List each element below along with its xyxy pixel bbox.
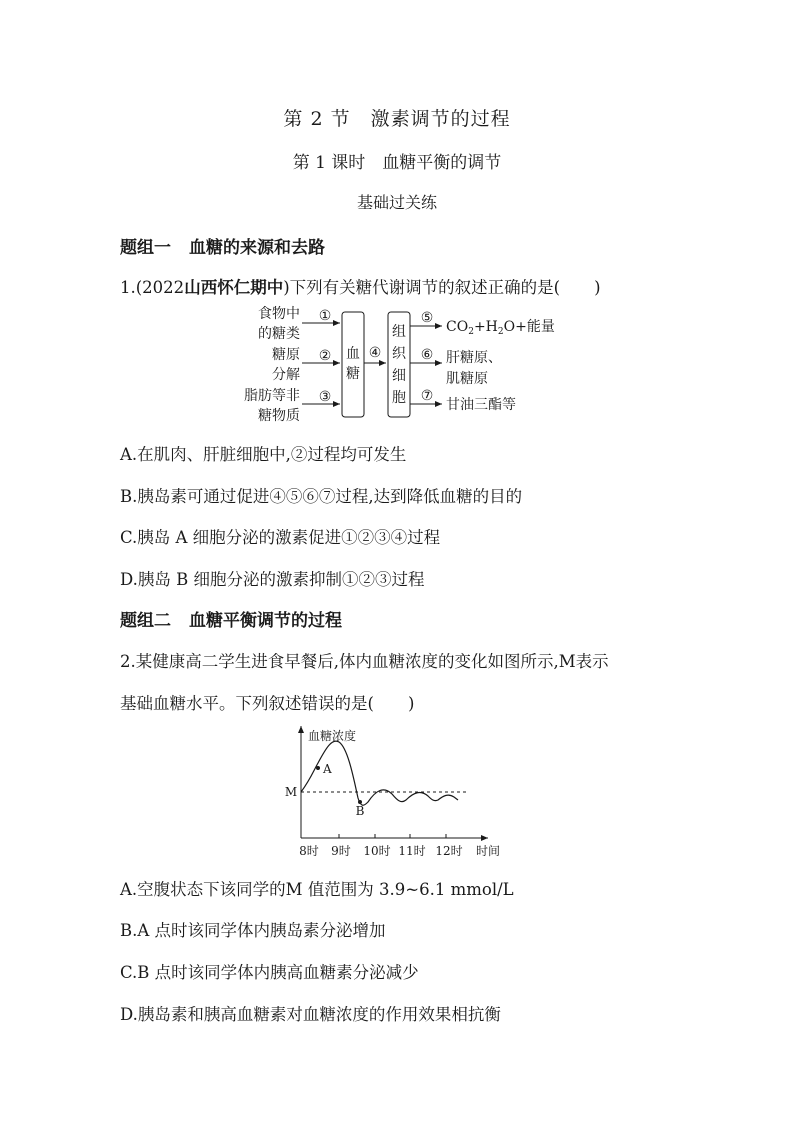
group1-title: 题组一 [120, 238, 171, 258]
q1-option-a: A.在肌肉、肝脏细胞中,②过程均可发生 [120, 445, 407, 464]
output-5: $CO_2+H_2O+$能量 [446, 319, 555, 337]
q2-option-d: D.胰岛素和胰高血糖素对血糖浓度的作用效果相抗衡 [120, 1005, 501, 1024]
q2-stem-end: ) [407, 694, 415, 713]
tick-label-9: 9时 [331, 844, 351, 858]
q1-source-open: (2022 [135, 278, 185, 297]
q1-source-close: ) [283, 278, 290, 297]
q2-option-c: C.B 点时该同学体内胰高血糖素分泌减少 [120, 963, 419, 982]
tissue-box-char-1: 组 [392, 324, 406, 340]
blood-sugar-box [342, 312, 364, 417]
q1-diagram [240, 300, 570, 430]
group1-heading [120, 233, 325, 258]
arrow-num-2: ② [318, 348, 332, 364]
glucose-chart [280, 720, 510, 865]
x-axis-label: 时间 [475, 844, 501, 858]
blood-box-char-2: 糖 [346, 366, 360, 382]
group1-topic: 血糖的来源和去路 [189, 238, 325, 258]
output-6b: 肌糖原 [446, 371, 488, 387]
group2-title: 题组二 [120, 611, 171, 631]
left-label-glycogen: 糖原 [272, 347, 300, 363]
arrow-num-5: ⑤ [420, 310, 434, 326]
tissue-box-char-4: 胞 [392, 390, 406, 406]
tick-label-8: 8时 [299, 844, 319, 858]
group2-topic: 血糖平衡调节的过程 [189, 611, 342, 631]
point-a [316, 766, 320, 770]
q1-option-b: B.胰岛素可通过促进④⑤⑥⑦过程,达到降低血糖的目的 [120, 487, 523, 506]
lesson-title: 第 1 课时 血糖平衡的调节 [292, 153, 502, 173]
tick-label-10: 10时 [363, 844, 391, 858]
arrow-num-6: ⑥ [420, 347, 434, 363]
q1-source-name: 山西怀仁期中 [184, 278, 284, 297]
blood-box-char-1: 血 [346, 346, 360, 362]
group2-heading [120, 606, 342, 631]
left-label-food: 食物中 [258, 306, 300, 322]
left-label-fat: 脂肪等非 [244, 388, 300, 404]
tissue-box-char-3: 细 [392, 368, 406, 384]
q2-stem-text: 基础血糖水平。下列叙述错误的是( [120, 694, 374, 713]
arrow-num-3: ③ [318, 389, 332, 405]
q1-stem-text: 下列有关糖代谢调节的叙述正确的是( [289, 278, 561, 297]
y-axis-label: 血糖浓度 [308, 729, 357, 743]
tick-label-11: 11时 [398, 844, 426, 858]
arrow-num-4: ④ [368, 345, 382, 361]
q2-stem-line1: 2.某健康高二学生进食早餐后,体内血糖浓度的变化如图所示,M表示 [120, 652, 609, 671]
tick-label-12: 12时 [435, 844, 463, 858]
q1-number: 1. [120, 278, 136, 297]
baseline-label: M [284, 785, 298, 799]
left-label-sugar: 的糖类 [258, 326, 300, 342]
arrow-num-7: ⑦ [420, 388, 434, 404]
q2-option-a: A.空腹状态下该同学的M 值范围为 3.9~6.1 mmol/L [120, 880, 514, 899]
subtitle: 基础过关练 [356, 193, 437, 212]
q2-stem-line2 [120, 690, 414, 714]
point-a-label: A [323, 762, 332, 776]
q1-option-d: D.胰岛 B 细胞分泌的激素抑制①②③过程 [120, 570, 425, 589]
arrow-num-1: ① [318, 308, 332, 324]
tissue-box-char-2: 织 [392, 346, 406, 362]
point-b-label: B [355, 804, 365, 818]
q1-stem [120, 274, 601, 298]
output-6a: 肝糖原、 [446, 350, 502, 366]
q1-stem-end: ) [594, 278, 601, 297]
section-title: 第 2 节 激素调节的过程 [283, 108, 511, 130]
left-label-breakdown: 分解 [272, 367, 300, 383]
q1-option-c: C.胰岛 A 细胞分泌的激素促进①②③④过程 [120, 528, 441, 547]
q2-option-b: B.A 点时该同学体内胰岛素分泌增加 [120, 921, 386, 940]
left-label-nonsugar: 糖物质 [258, 408, 300, 424]
output-7: 甘油三酯等 [446, 397, 516, 413]
